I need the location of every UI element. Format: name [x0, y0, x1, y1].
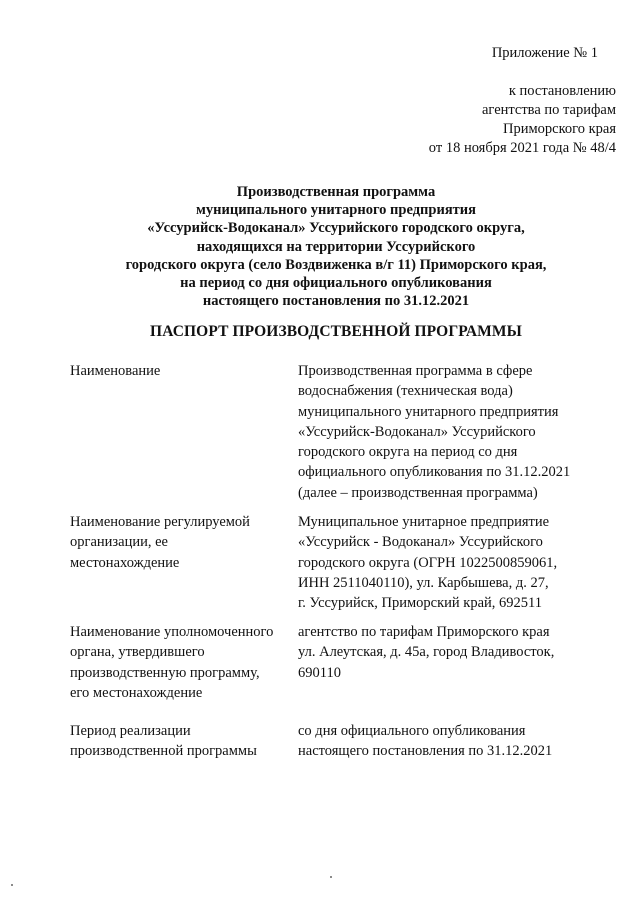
scan-speck — [11, 884, 13, 886]
heading-line: находящихся на территории Уссурийского — [196, 238, 476, 255]
value-line: 690110 — [298, 664, 341, 681]
value-line: городского округа на период со дня — [298, 444, 518, 461]
label-line: его местонахождение — [70, 684, 203, 701]
label-line: Наименование регулируемой — [70, 514, 250, 530]
scan-speck — [330, 876, 332, 878]
row-label — [70, 721, 285, 762]
row-label — [70, 361, 285, 381]
row-label — [70, 622, 285, 703]
value-line: ул. Алеутская, д. 45а, город Владивосток, — [298, 644, 555, 661]
value-line: агентство по тарифам Приморского края — [298, 624, 550, 640]
value-line: городского округа (ОГРН 1022500859061, — [298, 554, 558, 571]
passport-title: ПАСПОРТ ПРОИЗВОДСТВЕННОЙ ПРОГРАММЫ — [150, 323, 522, 340]
label-line: производственную программу, — [70, 664, 260, 681]
heading-line: «Уссурийск-Водоканал» Уссурийского городского округа, — [147, 220, 525, 237]
label-line: органа, утвердившего — [70, 644, 205, 661]
appendix-line: агентства по тарифам — [482, 102, 616, 118]
label-line: Наименование — [70, 363, 161, 379]
value-line: (далее – производственная программа) — [298, 484, 538, 501]
heading-line: настоящего постановления по 31.12.2021 — [202, 293, 470, 310]
heading-line: на период со дня официального опубликования — [180, 275, 492, 292]
heading-line: городского округа (село Воздвиженка в/г 11) Приморского края, — [125, 256, 547, 273]
row-value — [298, 622, 628, 683]
value-line: Производственная программа в сфере — [298, 363, 533, 379]
row-value — [298, 512, 628, 613]
appendix-line: Приморского края — [502, 121, 616, 137]
value-line: «Уссурийск - Водоканал» Уссурийского — [298, 534, 543, 551]
appendix-block — [388, 44, 628, 158]
value-line: водоснабжения (техническая вода) — [298, 383, 513, 400]
value-line: «Уссурийск-Водоканал» Уссурийского — [298, 423, 536, 440]
value-line: муниципального унитарного предприятия — [298, 403, 559, 420]
label-line: местонахождение — [70, 554, 180, 571]
appendix-line: к постановлению — [508, 83, 616, 99]
program-heading — [60, 183, 612, 310]
value-line: г. Уссурийск, Приморский край, 692511 — [298, 595, 543, 612]
value-line: ИНН 2511040110), ул. Карбышева, д. 27, — [298, 574, 549, 591]
heading-line: муниципального унитарного предприятия — [196, 202, 476, 219]
label-line: организации, ее — [70, 534, 168, 551]
appendix-title: Приложение № 1 — [491, 45, 598, 61]
value-line: настоящего постановления по 31.12.2021 — [298, 743, 553, 760]
appendix-line: от 18 ноября 2021 года № 48/4 — [428, 140, 616, 156]
label-line: Период реализации — [70, 723, 191, 739]
value-line: со дня официального опубликования — [298, 723, 526, 739]
row-value — [298, 361, 628, 503]
label-line: Наименование уполномоченного — [70, 624, 274, 640]
row-value — [298, 721, 628, 762]
heading-line: Производственная программа — [236, 184, 436, 200]
value-line: официального опубликования по 31.12.2021 — [298, 464, 571, 481]
label-line: производственной программы — [70, 743, 257, 760]
value-line: Муниципальное унитарное предприятие — [298, 514, 550, 530]
row-label — [70, 512, 285, 573]
